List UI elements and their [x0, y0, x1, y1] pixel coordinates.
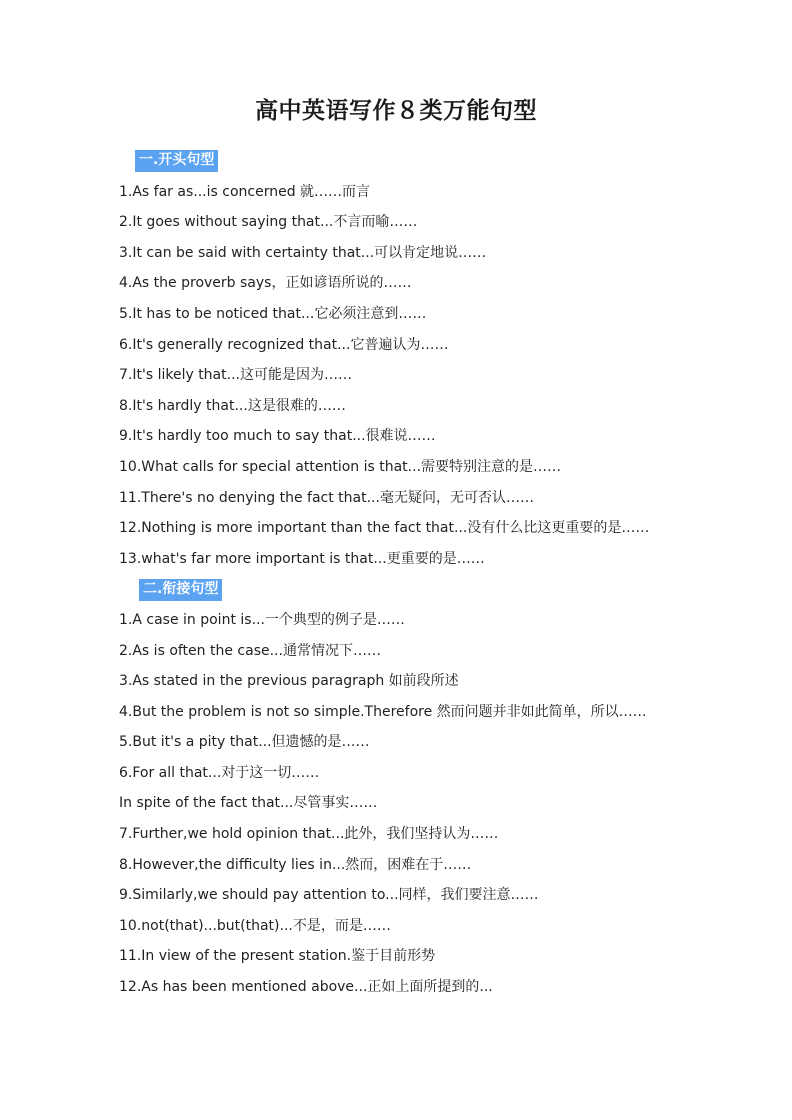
sentence-line: 11.In view of the present station.鉴于目前形势 — [119, 948, 436, 965]
sentence-line: 2.As is often the case...通常情况下…… — [119, 642, 381, 659]
sentence-line: 5.It has to be noticed that...它必须注意到…… — [119, 305, 427, 322]
section-heading-label: 二.衔接句型 — [139, 579, 222, 601]
section-heading-label: 一.开头句型 — [135, 150, 218, 172]
sentence-line: 8.It's hardly that...这是很难的…… — [119, 397, 346, 414]
sentence-line: 4.As the proverb says，正如谚语所说的…… — [119, 275, 412, 292]
sentence-line: 7.Further,we hold opinion that...此外，我们坚持认为…… — [119, 826, 499, 843]
sentence-line: 1.A case in point is...一个典型的例子是…… — [119, 611, 405, 628]
sentence-line: 11.There's no denying the fact that...毫无疑问，无可否认…… — [119, 489, 534, 506]
sentence-line: 10.not(that)...but(that)...不是，而是…… — [119, 917, 391, 934]
sentence-line: 1.As far as...is concerned 就……而言 — [119, 183, 371, 200]
sentence-line: 5.But it's a pity that...但遗憾的是…… — [119, 734, 370, 751]
document-body — [119, 146, 719, 1003]
section-heading-opening — [119, 146, 719, 177]
sentence-line: 4.But the problem is not so simple.Therefore 然而问题并非如此简单，所以…… — [119, 703, 647, 720]
sentence-line: 8.However,the difficulty lies in...然而，困难在于…… — [119, 856, 472, 873]
sentence-line: 3.It can be said with certainty that...可以肯定地说…… — [119, 244, 487, 261]
document-title: 高中英语写作８类万能句型 — [255, 97, 537, 124]
sentence-line: 6.For all that...对于这一切…… — [119, 764, 320, 781]
sentence-line: 3.As stated in the previous paragraph 如前段所述 — [119, 673, 459, 690]
section-heading-transition — [119, 574, 719, 605]
sentence-line: 12.Nothing is more important than the fact that...没有什么比这更重要的是…… — [119, 520, 650, 537]
sentence-line: 9.It's hardly too much to say that...很难说…… — [119, 428, 436, 445]
sentence-line: 7.It's likely that...这可能是因为…… — [119, 367, 352, 384]
sentence-line: 10.What calls for special attention is that...需要特别注意的是…… — [119, 458, 562, 475]
sentence-line: In spite of the fact that...尽管事实…… — [119, 795, 378, 812]
sentence-line: 13.what's far more important is that...更重要的是…… — [119, 550, 485, 567]
sentence-line: 9.Similarly,we should pay attention to...同样，我们要注意…… — [119, 887, 539, 904]
sentence-line: 2.It goes without saying that...不言而喻…… — [119, 214, 418, 231]
sentence-line: 12.As has been mentioned above...正如上面所提到的... — [119, 979, 493, 996]
sentence-line: 6.It's generally recognized that...它普遍认为…… — [119, 336, 449, 353]
